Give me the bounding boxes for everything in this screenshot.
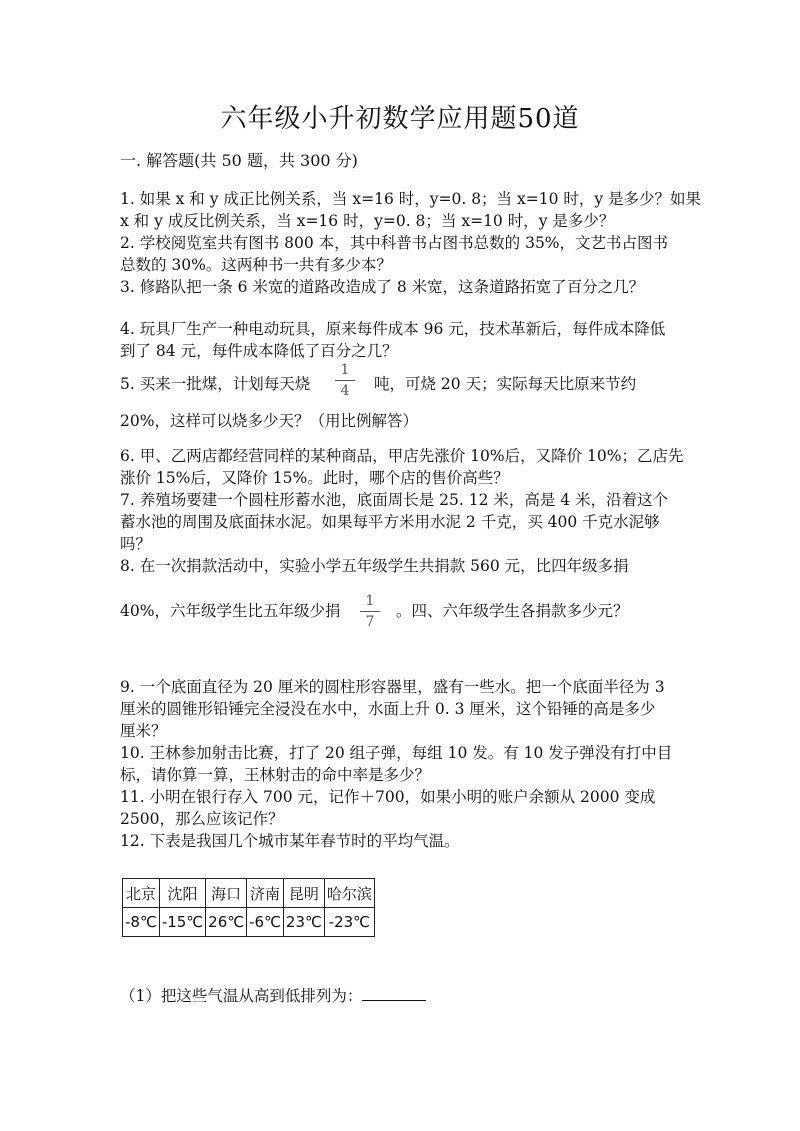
question-line: 2500，那么应该记作？ (120, 810, 284, 828)
temp-cell: -8℃ (123, 908, 160, 937)
question-line: 1. 如果 x 和 y 成正比例关系，当 x=16 时，y=0. 8；当 x=10 时，y 是多少？如果 (120, 190, 702, 208)
city-cell: 北京 (123, 879, 160, 908)
question-line: 6. 甲、乙两店都经营同样的某种商品，甲店先涨价 10%后，又降价 10%；乙店先 (120, 447, 684, 465)
question-line: 11. 小明在银行存入 700 元，记作＋700，如果小明的账户余额从 2000 变成 (120, 788, 656, 806)
table-row (123, 908, 375, 937)
question-line: 7. 养殖场要建一个圆柱形蓄水池，底面周长是 25. 12 米，高是 4 米，沿着这个 (120, 491, 669, 509)
question-line: 3. 修路队把一条 6 米宽的道路改造成了 8 米宽，这条道路拓宽了百分之几？ (120, 278, 645, 296)
city-cell: 哈尔滨 (324, 879, 374, 908)
question-line: 20%，这样可以烧多少天？（用比例解答） (120, 412, 418, 430)
question-line: 厘米的圆锥形铅锤完全浸没在水中，水面上升 0. 3 厘米，这个铅锤的高是多少 (120, 700, 656, 718)
question-line: 4. 玩具厂生产一种电动玩具，原来每件成本 96 元，技术革新后，每件成本降低 (120, 320, 666, 338)
question-line: 涨价 15%后，又降价 15%。此时，哪个店的售价高些？ (120, 469, 509, 487)
sub-question (120, 985, 426, 1007)
question-line: 总数的 30%。这两种书一共有多少本？ (120, 256, 392, 274)
fraction-denominator: 4 (340, 383, 350, 399)
city-cell: 昆明 (283, 879, 324, 908)
question-line: 2. 学校阅览室共有图书 800 本，其中科普书占图书总数的 35%，文艺书占图书 (120, 234, 669, 252)
city-cell: 海口 (206, 879, 247, 908)
question-line: 12. 下表是我国几个城市某年春节时的平均气温。 (120, 832, 460, 850)
question-line: 厘米？ (120, 722, 167, 740)
question-line: 吨，可烧 20 天；实际每天比原来节约 (374, 375, 637, 393)
question-line: 。四、六年级学生各捐款多少元？ (396, 602, 629, 620)
question-line: 10. 王林参加射击比赛，打了 20 组子弹，每组 10 发。有 10 发子弹没有打中目 (120, 744, 673, 762)
fraction-one-seventh (360, 593, 380, 630)
fraction-denominator: 7 (365, 614, 375, 630)
question-line: 蓄水池的周围及底面抹水泥。如果每平方米用水泥 2 千克，买 400 千克水泥够 (120, 513, 660, 531)
city-cell: 沈阳 (159, 879, 205, 908)
question-line: 5. 买来一批煤，计划每天烧 (120, 375, 311, 393)
answer-blank[interactable] (362, 986, 426, 1001)
question-line: 标，请你算一算，王林射击的命中率是多少？ (120, 766, 431, 784)
temperature-table (122, 878, 375, 937)
temp-cell: 23℃ (283, 908, 324, 937)
fraction-numerator: 1 (365, 593, 375, 609)
fraction-bar (360, 611, 380, 612)
page-title: 六年级小升初数学应用题50道 (220, 104, 580, 134)
sub-question-text: （1）把这些气温从高到低排列为： (120, 987, 363, 1005)
question-line: 吗？ (120, 535, 152, 553)
question-line: 40%，六年级学生比五年级少捐 (120, 602, 341, 620)
question-line: 8. 在一次捐款活动中，实验小学五年级学生共捐款 560 元，比四年级多捐 (120, 557, 629, 575)
table-row (123, 879, 375, 908)
temp-cell: -15℃ (159, 908, 205, 937)
section-heading: 一. 解答题(共 50 题，共 300 分) (120, 151, 358, 170)
fraction-bar (335, 380, 355, 381)
question-line: 到了 84 元，每件成本降低了百分之几？ (120, 342, 398, 360)
fraction-numerator: 1 (340, 362, 350, 378)
temp-cell: 26℃ (206, 908, 247, 937)
fraction-one-fourth (335, 362, 355, 399)
temp-cell: -6℃ (247, 908, 284, 937)
city-cell: 济南 (247, 879, 284, 908)
temp-cell: -23℃ (324, 908, 374, 937)
question-line: x 和 y 成反比例关系，当 x=16 时，y=0. 8；当 x=10 时，y 是多少？ (120, 212, 615, 230)
question-line: 9. 一个底面直径为 20 厘米的圆柱形容器里，盛有一些水。把一个底面半径为 3 (120, 678, 665, 696)
